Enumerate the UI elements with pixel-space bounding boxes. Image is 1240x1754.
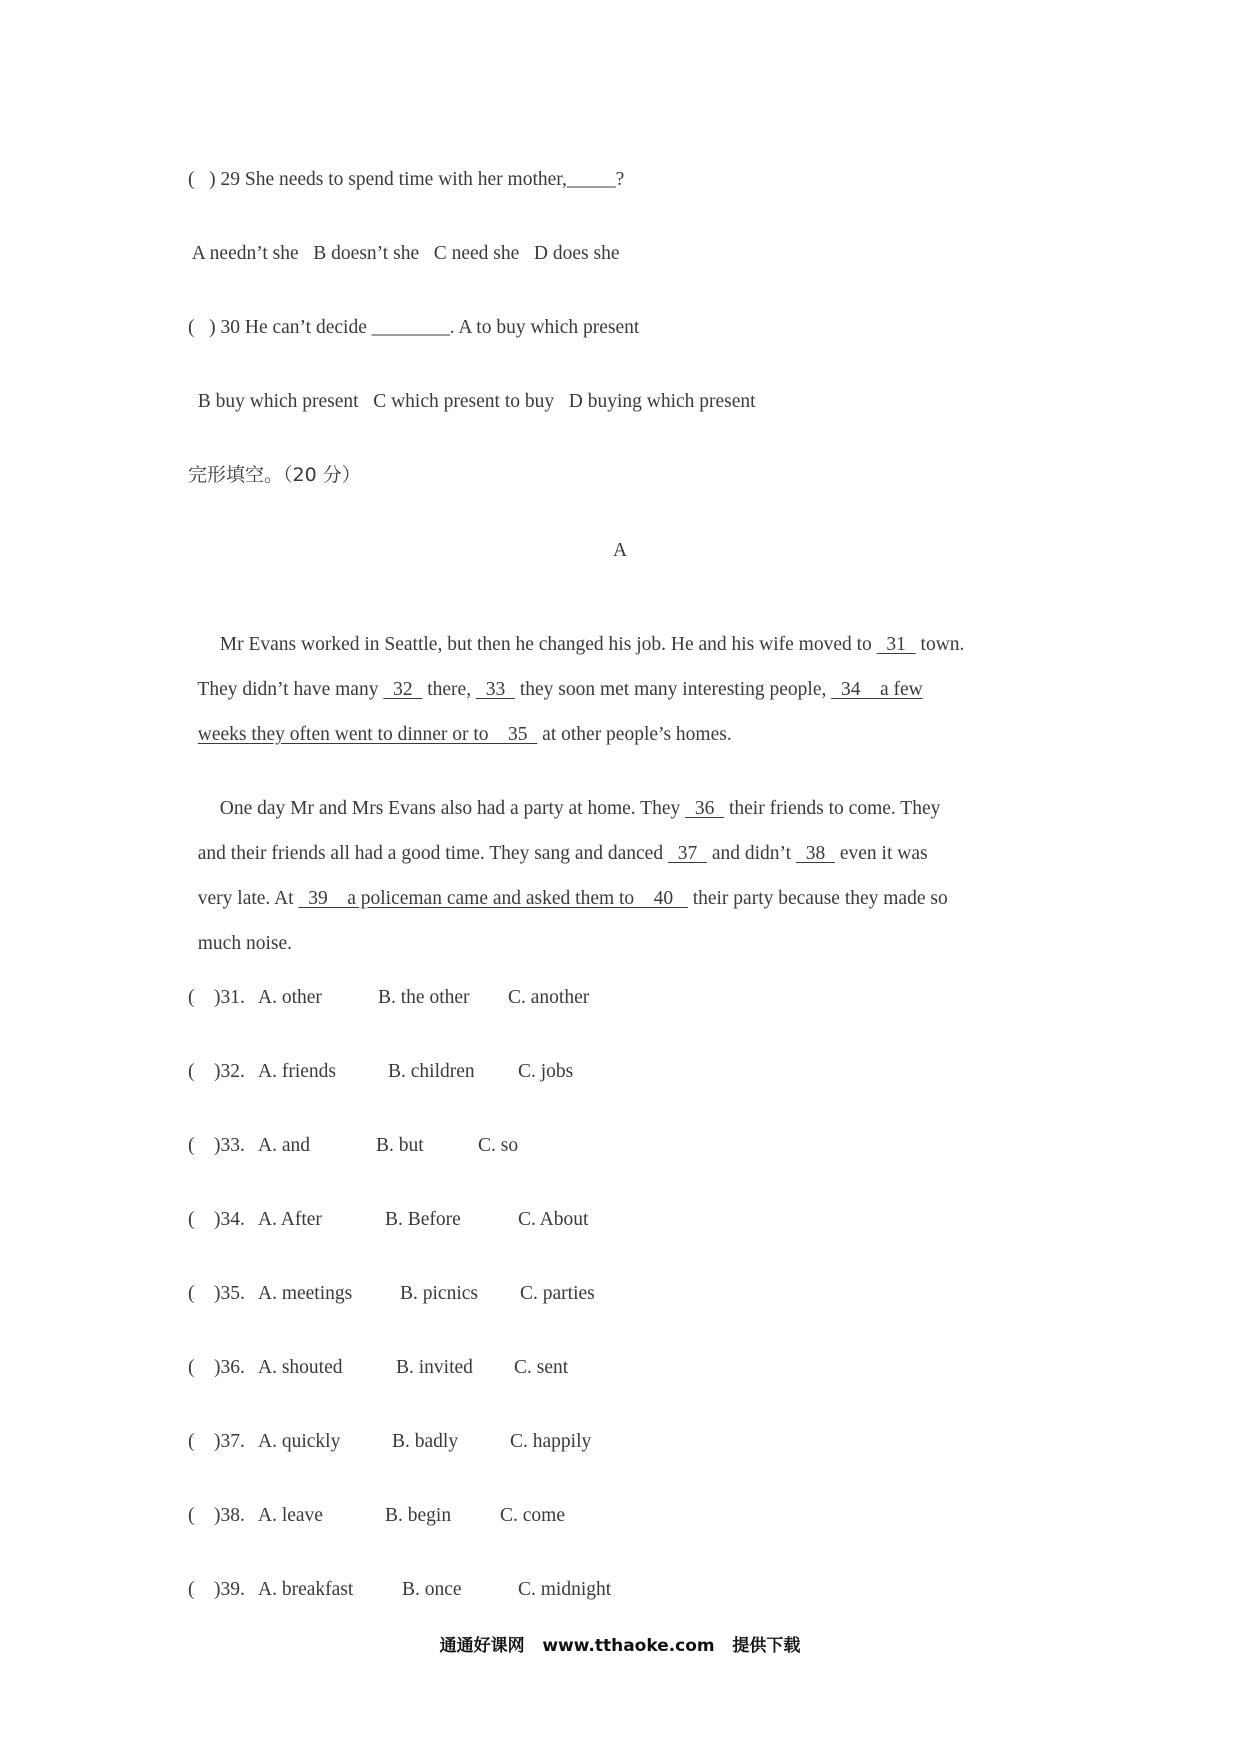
choice-number: ( )35. <box>188 1283 245 1304</box>
passage-line: One day Mr and Mrs Evans also had a party at home. They 36 their friends to come. They <box>219 797 941 819</box>
option-c: C. another <box>508 987 590 1008</box>
choice-number: ( )38. <box>188 1505 245 1526</box>
option-b: B. once <box>402 1579 462 1600</box>
option-b: B. but <box>376 1135 424 1156</box>
blank-37: 37 <box>667 842 707 864</box>
question-30-stem: ( ) 30 He can’t decide ________. A to buy which present <box>188 317 640 338</box>
option-b: B. picnics <box>400 1283 478 1304</box>
option-b: B. the other <box>378 987 470 1008</box>
option-b: B. invited <box>396 1357 473 1378</box>
passage-line: much noise. <box>197 932 292 954</box>
option-c: C. parties <box>520 1283 595 1304</box>
option-c: C. come <box>500 1505 565 1526</box>
blank-39-40: 39 a policeman came and asked them to 40 <box>298 887 688 909</box>
option-b: B. children <box>388 1061 475 1082</box>
option-c: C. sent <box>514 1357 569 1378</box>
passage-line: Mr Evans worked in Seattle, but then he changed his job. He and his wife moved to 31 town. <box>219 633 965 655</box>
choice-number: ( )31. <box>188 987 245 1008</box>
option-b: B. badly <box>392 1431 459 1452</box>
passage-line: They didn’t have many 32 there, 33 they soon met many interesting people, 34 a few <box>197 678 923 700</box>
option-a: A. breakfast <box>258 1579 354 1600</box>
blank-38: 38 <box>795 842 835 864</box>
question-29-stem: ( ) 29 She needs to spend time with her mother,_____? <box>188 169 625 190</box>
section-title: 完形填空。（20 分） <box>188 464 361 486</box>
option-c: C. midnight <box>518 1579 612 1600</box>
choice-number: ( )36. <box>188 1357 245 1378</box>
blank-31: 31 <box>876 633 916 655</box>
option-b: B. Before <box>385 1209 461 1230</box>
option-a: A. and <box>258 1135 310 1156</box>
blank-36: 36 <box>685 797 725 819</box>
passage-label: A <box>612 540 628 561</box>
choice-number: ( )34. <box>188 1209 245 1230</box>
passage-line: very late. At 39 a policeman came and asked them to 40 their party because they made so <box>197 887 948 909</box>
blank-34: 34 a few <box>831 678 923 700</box>
choice-number: ( )39. <box>188 1579 245 1600</box>
choice-number: ( )32. <box>188 1061 245 1082</box>
option-c: C. happily <box>510 1431 592 1452</box>
passage-line: and their friends all had a good time. They sang and danced 37 and didn’t 38 even it was <box>197 842 928 864</box>
option-a: A. meetings <box>258 1283 353 1304</box>
option-a: A. quickly <box>258 1431 341 1452</box>
option-b: B. begin <box>385 1505 452 1526</box>
choice-number: ( )37. <box>188 1431 245 1452</box>
option-a: A. leave <box>258 1505 323 1526</box>
choice-number: ( )33. <box>188 1135 245 1156</box>
passage-line: weeks they often went to dinner or to 35 at other people’s homes. <box>197 723 732 745</box>
blank-35: weeks they often went to dinner or to 35 <box>197 723 538 745</box>
blank-32: 32 <box>383 678 423 700</box>
option-a: A. After <box>258 1209 322 1230</box>
option-c: C. jobs <box>518 1061 574 1082</box>
option-a: A. friends <box>258 1061 336 1082</box>
option-c: C. About <box>518 1209 589 1230</box>
option-a: A. shouted <box>258 1357 343 1378</box>
page-footer: 通通好课网 www.tthaoke.com 提供下载 <box>439 1636 801 1656</box>
question-30-options: B buy which present C which present to buy D buying which present <box>188 391 756 412</box>
question-29-options: A needn’t she B doesn’t she C need she D does she <box>188 243 620 264</box>
blank-33: 33 <box>475 678 515 700</box>
option-a: A. other <box>258 987 322 1008</box>
option-c: C. so <box>478 1135 519 1156</box>
